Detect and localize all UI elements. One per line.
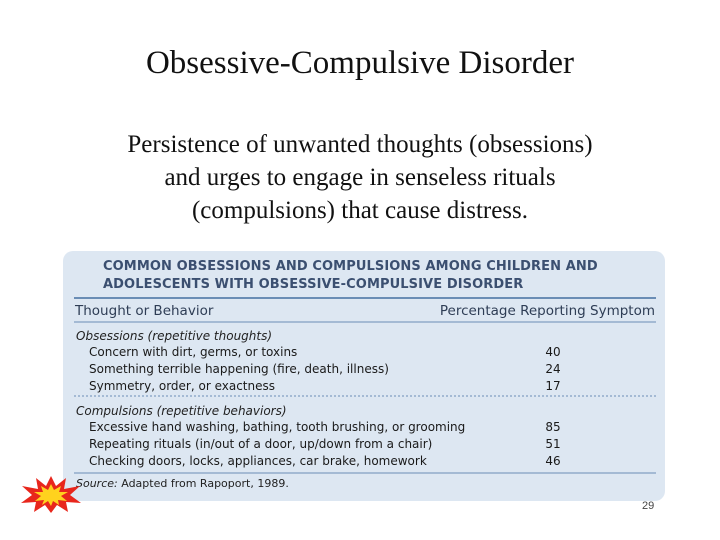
row-label: Checking doors, locks, appliances, car brake, homework: [89, 454, 427, 468]
table-row: [89, 437, 649, 454]
row-value: 24: [545, 362, 561, 376]
section-label-compulsions: Compulsions (repetitive behaviors): [76, 404, 287, 418]
row-value: 40: [545, 345, 561, 359]
table-row: [89, 420, 649, 437]
row-label: Symmetry, order, or exactness: [89, 379, 275, 393]
source-label: Source:: [76, 477, 118, 490]
column-header-behavior: Thought or Behavior: [75, 303, 214, 319]
symptom-table: [63, 251, 665, 501]
table-row: [89, 379, 649, 396]
table-row: [89, 362, 649, 379]
table-source: [76, 477, 289, 490]
row-value: 17: [545, 379, 561, 393]
table-row: [89, 345, 649, 362]
body-line: and urges to engage in senseless rituals: [164, 164, 556, 191]
row-label: Excessive hand washing, bathing, tooth brushing, or grooming: [89, 420, 466, 434]
starburst-icon: [20, 474, 82, 514]
row-label: Something terrible happening (fire, death, illness): [89, 362, 389, 376]
page-number: 29: [642, 500, 655, 512]
slide-title: Obsessive-Compulsive Disorder: [145, 45, 575, 81]
slide-body-text: [40, 128, 680, 227]
row-label: Concern with dirt, germs, or toxins: [89, 345, 298, 359]
body-line: Persistence of unwanted thoughts (obsessions): [127, 131, 593, 158]
table-row: [89, 454, 649, 471]
row-value: 46: [545, 454, 561, 468]
table-heading-line: ADOLESCENTS WITH OBSESSIVE-COMPULSIVE DISORDER: [103, 277, 524, 292]
section-label-obsessions: Obsessions (repetitive thoughts): [76, 329, 273, 343]
source-text: Adapted from Rapoport, 1989.: [121, 477, 289, 490]
row-label: Repeating rituals (in/out of a door, up/down from a chair): [89, 437, 433, 451]
row-value: 85: [545, 420, 561, 434]
column-header-percentage: Percentage Reporting Symptom: [439, 303, 655, 319]
row-value: 51: [545, 437, 561, 451]
table-heading-line: COMMON OBSESSIONS AND COMPULSIONS AMONG CHILDREN AND: [103, 259, 598, 274]
body-line: (compulsions) that cause distress.: [191, 197, 529, 224]
